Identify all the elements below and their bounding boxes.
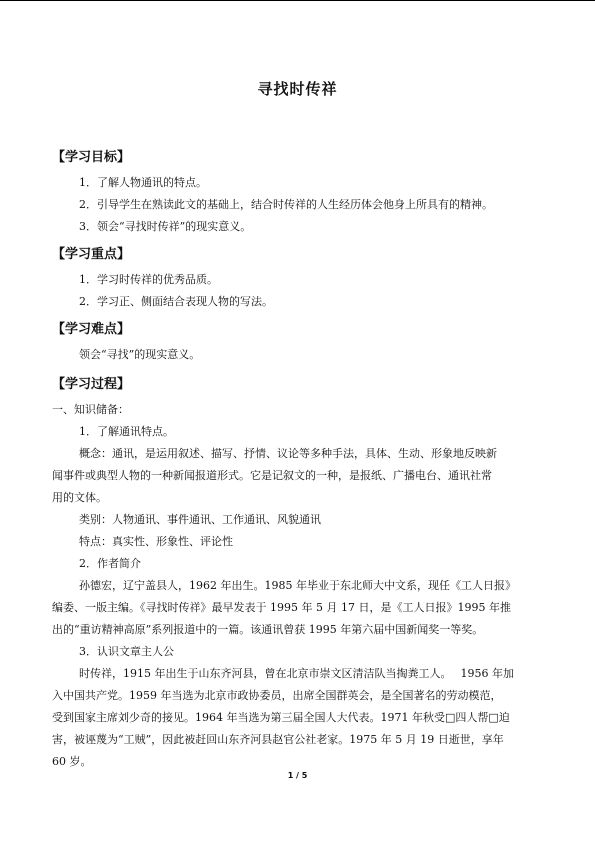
process-line: 编委、一版主编。《寻找时传祥》最早发表于 1995 年 5 月 17 日，是《工人日报》1995 年推: [52, 601, 511, 614]
process-line: 入中国共产党。1959 年当选为北京市政协委员，出席全国群英会，是全国著名的劳动模范，: [52, 689, 502, 702]
top-rule: [0, 0, 595, 1]
page-number: 1 / 5: [287, 771, 308, 780]
process-line: 2．作者简介: [79, 557, 141, 570]
difficulties-heading: 【学习难点】: [52, 322, 131, 337]
process-line: 1．了解通讯特点。: [79, 425, 174, 438]
process-line: 60 岁。: [52, 755, 92, 768]
document-title: 寻找时传祥: [257, 80, 338, 98]
objective-item: 2．引导学生在熟读此文的基础上，结合时传祥的人生经历体会他身上所具有的精神。: [79, 198, 493, 211]
key-point-item: 1．学习时传祥的优秀品质。: [79, 273, 218, 286]
objective-item: 1．了解人物通讯的特点。: [79, 176, 207, 189]
process-line: 闻事件或典型人物的一种新闻报道形式。它是记叙文的一种，是报纸、广播电台、通讯社常: [52, 469, 492, 482]
difficulty-item: 领会“寻找”的现实意义。: [79, 348, 201, 361]
process-line: 害，被诬蔑为“工贼”，因此被赶回山东齐河县赵官公社老家。1975 年 5 月 19 日逝世，享年: [52, 733, 504, 746]
key-point-item: 2．学习正、侧面结合表现人物的写法。: [79, 295, 273, 308]
process-line: 时传祥，1915 年出生于山东齐河县，曾在北京市崇文区清洁队当掏粪工人。 1956 年加: [79, 667, 514, 680]
objective-item: 3．领会“寻找时传祥”的现实意义。: [79, 220, 252, 233]
process-line: 出的“重访精神高原”系列报道中的一篇。该通讯曾获 1995 年第六届中国新闻奖一等奖。: [52, 623, 484, 636]
key-points-heading: 【学习重点】: [52, 247, 131, 262]
process-line: 特点：真实性、形象性、评论性: [79, 535, 233, 548]
process-line: 受到国家主席刘少奇的接见。1964 年当选为第三届全国人大代表。1971 年秋受□四人帮□迫: [52, 711, 510, 724]
process-line: 孙德宏，辽宁盖县人，1962 年出生。1985 年毕业于东北师大中文系，现任《工人日报》: [79, 579, 516, 592]
process-line: 用的文体。: [52, 491, 107, 504]
process-line: 类别：人物通讯、事件通讯、工作通讯、风貌通讯: [79, 513, 321, 526]
process-line: 3．认识文章主人公: [79, 645, 174, 658]
objectives-heading: 【学习目标】: [52, 150, 131, 165]
process-line: 一、知识储备：: [52, 403, 129, 416]
process-line: 概念：通讯，是运用叙述、描写、抒情、议论等多种手法，具体、生动、形象地反映新: [79, 447, 497, 460]
process-heading: 【学习过程】: [52, 377, 131, 392]
